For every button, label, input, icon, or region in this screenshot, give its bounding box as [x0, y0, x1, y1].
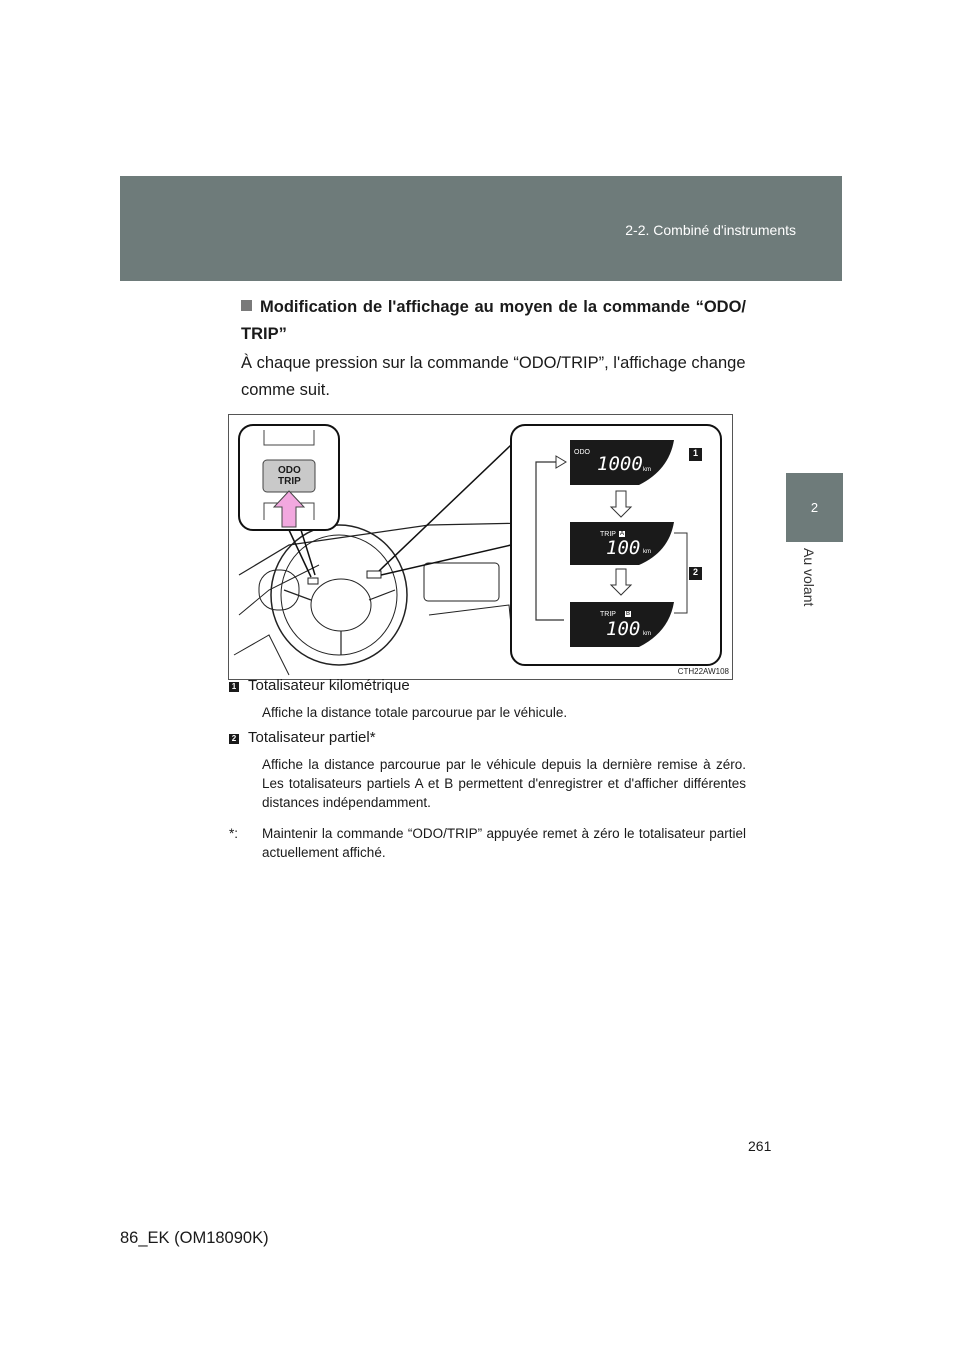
- intro-paragraph: À chaque pression sur la commande “ODO/TRIP”, l'affichage change comme suit.: [241, 354, 746, 399]
- trip-b-display-unit: km: [643, 631, 651, 637]
- item-title-2: Totalisateur partiel*: [248, 729, 376, 746]
- trip-a-display-unit: km: [643, 549, 651, 555]
- callout-1: 1: [693, 448, 699, 458]
- section-heading: Modification de l'affichage au moyen de la commande “ODO/ TRIP”: [241, 298, 746, 343]
- odo-display-mode: ODO: [574, 449, 590, 456]
- item-title-1: Totalisateur kilométrique: [248, 677, 410, 694]
- odo-trip-figure: [228, 414, 733, 680]
- trip-b-display-mode: TRIP: [600, 611, 616, 618]
- trip-b-display-sub: B: [626, 611, 631, 617]
- trip-b-display-value: 100: [606, 618, 641, 640]
- footnote-text: Maintenir la commande “ODO/TRIP” appuyée remet à zéro le totalisateur partiel actuellement affiché.: [262, 826, 746, 860]
- footnote-mark: *:: [229, 826, 239, 841]
- chapter-tab: 2: [786, 473, 843, 542]
- trip-a-display-sub: A: [620, 531, 625, 537]
- odo-trip-button-label-1: ODO: [278, 465, 301, 476]
- odo-display-value: 1000: [597, 453, 643, 475]
- item-desc-2: Affiche la distance parcourue par le véhicule depuis la dernière remise à zéro. Les totalisateurs partiels A et B permettent d'enregistrer et d'afficher différentes distances indépendamment.: [262, 757, 746, 810]
- item-number-2: 2: [229, 734, 239, 744]
- figure-code: CTH22AW108: [677, 667, 729, 676]
- item-desc-1: Affiche la distance totale parcourue par le véhicule.: [262, 705, 568, 720]
- footer-code: 86_EK (OM18090K): [120, 1229, 269, 1247]
- header-band: [120, 176, 842, 281]
- section-title: 2-2. Combiné d'instruments: [625, 222, 796, 238]
- item-number-1: 1: [229, 682, 239, 692]
- trip-a-display-value: 100: [606, 537, 641, 559]
- odo-trip-button-label-2: TRIP: [278, 476, 301, 487]
- footnote: [229, 824, 746, 862]
- square-bullet-icon: [241, 300, 252, 311]
- odo-display-unit: km: [643, 467, 651, 473]
- chapter-label: Au volant: [801, 548, 817, 607]
- page-number: 261: [748, 1138, 772, 1154]
- trip-a-display-mode: TRIP: [600, 531, 616, 538]
- callout-2: 2: [693, 567, 699, 577]
- dashboard-illustration: [229, 415, 732, 679]
